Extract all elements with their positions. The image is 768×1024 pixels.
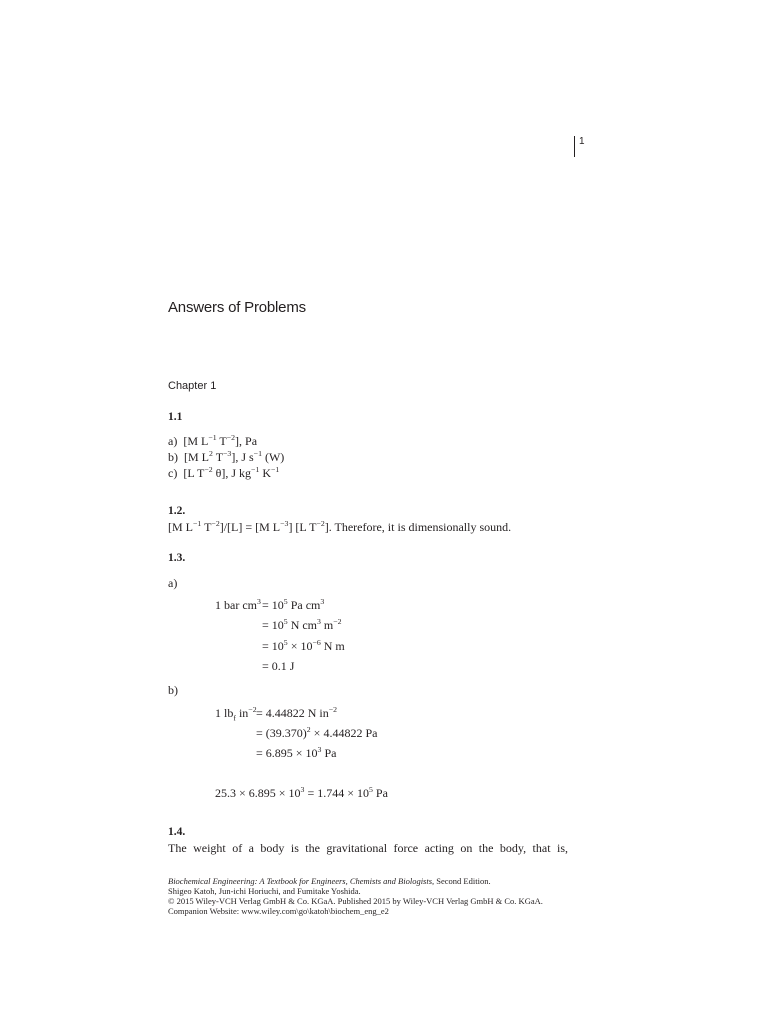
answer-1-1-b [168,450,284,465]
equation-text: m [320,618,334,632]
equation-text: = (39.370) [256,726,307,740]
exponent: 2 [306,725,311,734]
equation-text: = 6.895 × 10 [256,746,318,760]
answer-text: ]/[L] = [M L [219,520,281,534]
answer-text: [L T [183,466,205,480]
equation-text: Pa [321,746,337,760]
equation-a-line-3 [262,639,345,654]
equation-text: Pa [372,786,388,800]
item-label-a: a) [168,576,178,590]
equation-text: 1 lb [215,706,234,720]
exponent: −2 [211,519,220,528]
subscript: f [233,713,236,723]
equation-b-line-3 [256,746,336,761]
answer-text: T [201,520,212,534]
equation-b-lhs [215,706,257,721]
answer-text: ], J s [231,450,254,464]
answer-text: ]. Therefore, it is dimensionally sound. [324,520,512,534]
page-number: 1 [579,136,585,147]
answer-text: ] [L T [288,520,317,534]
equation-text: = 1.744 × 10 [304,786,369,800]
answer-1-4-text: The weight of a body is the gravitational force acting on the body, that is, [168,841,568,855]
answer-text: T [212,450,224,464]
exponent: −2 [328,705,338,714]
equation-text: N cm [287,618,318,632]
exponent: 3 [320,597,325,606]
exponent: −1 [208,433,217,442]
exponent: −6 [312,638,321,647]
page-title: Answers of Problems [168,299,306,316]
problem-heading-1-2: 1.2. [168,505,186,517]
problem-heading-1-1: 1.1 [168,411,183,423]
footer-authors: Shigeo Katoh, Jun-ichi Horiuchi, and Fumitake Yoshida. [168,886,361,896]
answer-text: T [216,434,227,448]
equation-b-line-2 [256,726,377,741]
item-label: b) [168,450,178,464]
exponent: −1 [253,449,262,458]
equation-b-result [215,786,388,801]
chapter-heading: Chapter 1 [168,380,217,392]
answer-text: [M L [168,520,193,534]
answer-text: [M L [184,450,209,464]
equation-text: × 10 [287,639,313,653]
exponent: 5 [283,638,288,647]
item-label: a) [168,434,178,448]
equation-text: Pa cm [287,598,321,612]
equation-a-lhs [215,598,261,613]
page-number-rule [574,136,575,157]
exponent: 3 [317,617,321,626]
equation-text: 1 bar cm [215,598,257,612]
answer-text: ], Pa [235,434,258,448]
edition: Second Edition. [434,876,491,886]
footer-copyright: © 2015 Wiley-VCH Verlag GmbH & Co. KGaA. Published 2015 by Wiley-VCH Verlag GmbH & Co. KGaA. [168,896,543,906]
footer-book-line [168,876,491,886]
exponent: −2 [226,433,236,442]
equation-text: = 4.44822 N in [256,706,329,720]
equation-text: × 4.44822 Pa [310,726,378,740]
exponent: −3 [223,449,232,458]
equation-text: in [235,706,249,720]
footer-website: Companion Website: www.wiley.com\go\katoh\biochem_eng_e2 [168,906,389,916]
equation-a-line-4 [262,659,294,674]
exponent: 5 [283,597,288,606]
equation-a-line-1 [262,598,324,613]
equation-b-line-1 [256,706,337,721]
answer-text: (W) [261,450,285,464]
equation-text: = 10 [262,598,284,612]
exponent: 3 [256,597,261,606]
equation-a-line-2 [262,618,342,633]
book-title: Biochemical Engineering: A Textbook for Engineers, Chemists and Biologists, [168,876,435,886]
equation-text: 25.3 × 6.895 × 10 [215,786,301,800]
exponent: −3 [280,519,289,528]
exponent: 2 [209,449,213,458]
exponent: −2 [204,465,213,474]
answer-text: θ], J kg [212,466,252,480]
exponent: −2 [248,705,257,714]
exponent: 5 [369,785,373,794]
answer-1-1-c [168,466,279,481]
exponent: −1 [271,465,280,474]
exponent: −2 [333,617,342,626]
exponent: 3 [300,785,305,794]
item-label: c) [168,466,178,480]
exponent: 3 [317,745,322,754]
equation-text: = 10 [262,639,284,653]
answer-text: K [259,466,272,480]
equation-text: = 10 [262,618,284,632]
answer-1-2 [168,520,511,535]
answer-text: [M L [183,434,209,448]
answer-1-1-a [168,434,257,449]
item-label-b: b) [168,683,178,697]
equation-text: = 0.1 J [262,659,295,673]
problem-heading-1-3: 1.3. [168,552,186,564]
exponent: −1 [251,465,260,474]
exponent: −1 [193,519,202,528]
exponent: −2 [316,519,325,528]
problem-heading-1-4: 1.4. [168,826,186,838]
exponent: 5 [283,617,288,626]
equation-text: N m [320,639,345,653]
